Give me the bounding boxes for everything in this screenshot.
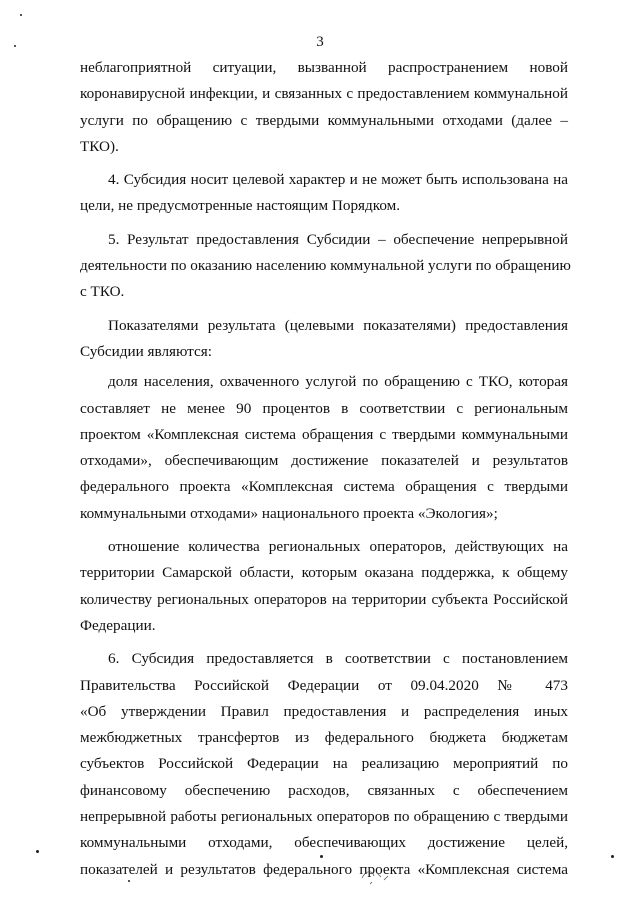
text-line: неблагоприятной ситуации, вызванной распространением новой bbox=[80, 59, 568, 76]
text-line: субъектов Российской Федерации на реализацию мероприятий по bbox=[80, 755, 568, 773]
scan-speck bbox=[128, 880, 130, 882]
text-line: 4. Субсидия носит целевой характер и не может быть использована на bbox=[108, 171, 568, 189]
scan-speck bbox=[611, 855, 614, 858]
scan-speck bbox=[320, 855, 323, 858]
text-line: 5. Результат предоставления Субсидии – обеспечение непрерывной bbox=[108, 230, 568, 248]
text-line: ТКО). bbox=[80, 137, 119, 155]
text-line: проектом «Комплексная система обращения с твердыми коммунальными bbox=[80, 425, 568, 443]
scan-squiggle-mark bbox=[360, 866, 396, 888]
text-line: 6. Субсидия предоставляется в соответствии с постановлением bbox=[108, 650, 568, 668]
text-line: межбюджетных трансфертов из федерального бюджета бюджетам bbox=[80, 729, 568, 747]
text-line: территории Самарской области, которым оказана поддержка, к общему bbox=[80, 564, 568, 582]
text-line: отношение количества региональных операторов, действующих на bbox=[108, 538, 568, 556]
text-line: составляет не менее 90 процентов в соответствии с региональным bbox=[80, 399, 568, 417]
page-number: 3 bbox=[316, 34, 324, 50]
text-line: доля населения, охваченного услугой по обращению с ТКО, которая bbox=[108, 373, 568, 391]
text-line: Субсидии являются: bbox=[80, 342, 212, 360]
text-line: «Об утверждении Правил предоставления и распределения иных bbox=[80, 702, 568, 720]
text-line: услуги по обращению с твердыми коммунальными отходами (далее – bbox=[80, 111, 568, 129]
text-line: коммунальными отходами, обеспечивающих достижение целей, bbox=[80, 834, 568, 852]
text-line: цели, не предусмотренные настоящим Порядком. bbox=[80, 197, 401, 215]
scan-speck bbox=[36, 850, 39, 853]
document-body bbox=[80, 55, 571, 883]
text-line: количеству региональных операторов на территории субъекта Российской bbox=[80, 590, 568, 608]
text-line: непрерывной работы региональных операторов по обращению с твердыми bbox=[80, 808, 568, 826]
scan-speck bbox=[14, 45, 16, 47]
text-line: коммунальными отходами» национального проекта «Экология»; bbox=[80, 504, 498, 522]
text-line: Правительства Российской Федерации от 09.04.2020 № 473 bbox=[80, 676, 568, 694]
text-line: финансовому обеспечению расходов, связанных с обеспечением bbox=[80, 781, 568, 799]
text-line: коронавирусной инфекции, и связанных с предоставлением коммунальной bbox=[80, 85, 568, 103]
text-line: Федерации. bbox=[80, 616, 156, 634]
text-line: с ТКО. bbox=[80, 283, 125, 301]
text-line: показателей и результатов федерального проекта «Комплексная система bbox=[80, 860, 568, 878]
text-line: Показателями результата (целевыми показателями) предоставления bbox=[108, 316, 568, 334]
text-line: отходами», обеспечивающим достижение показателей и результатов bbox=[80, 452, 568, 470]
text-line: деятельности по оказанию населению коммунальной услуги по обращению bbox=[80, 257, 571, 275]
text-line: федерального проекта «Комплексная система обращения с твердыми bbox=[80, 478, 568, 496]
scan-speck bbox=[20, 14, 22, 16]
